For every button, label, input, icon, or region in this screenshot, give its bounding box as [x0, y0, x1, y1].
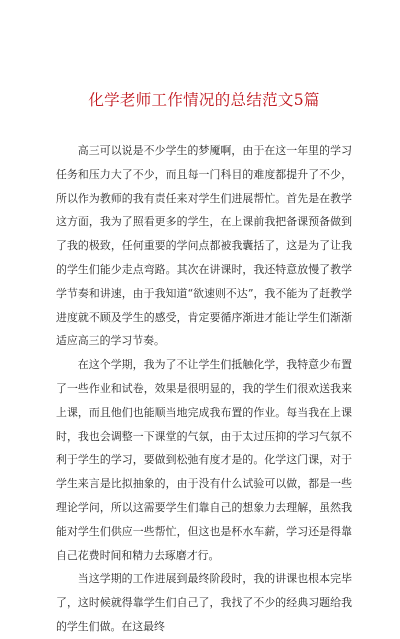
paragraph-3: 当这学期的工作进展到最终阶段时，我的讲课也根本完毕了，这时候就得靠学生们自己了，我找了不少的经典习题给我的学生们做。在这最终 [56, 572, 352, 633]
paragraph-2: 在这个学期，我为了不让学生们抵触化学，我特意少布置了一些作业和试卷，效果是很明显的，我的学生们很欢送我来上课，而且他们也能顺当地完成我布置的作业。每当我在上课时，我也会调整一下课堂的气氛，由于太过压抑的学习气氛不利于学生的学习，要做到松弛有度才是的。化学这门课，对于学生来言是比拟抽象的，由于没有什么试验可以做，都是一些理论学问，所以这需要学生们靠自己的想象力去理解，虽然我能对学生们供应一些帮忙，但这也是杯水车薪，学习还是得靠自己花费时间和精力去琢磨才行。 [56, 358, 352, 562]
document-title: 化学老师工作情况的总结范文5篇 [88, 91, 320, 109]
paragraph-1: 高三可以说是不少学生的梦魇啊，由于在这一年里的学习任务和压力大了不少，而且每一门科目的难度都提升了不少，所以作为教师的我有责任来对学生们进展帮忙。首先是在教学这方面，我为了照看更多的学生，在上课前我把备课预备做到了我的极致，任何重要的学问点都被我囊括了，这是为了让我的学生们能少走点弯路。其次在讲课时，我还特意放慢了教学学节奏和讲速，由于我知道“欲速则不达”，我不能为了赶教学进度就不顾及学生的感受，肯定要循序渐进才能让学生们渐渐适应高三的学习节奏。 [56, 144, 352, 348]
